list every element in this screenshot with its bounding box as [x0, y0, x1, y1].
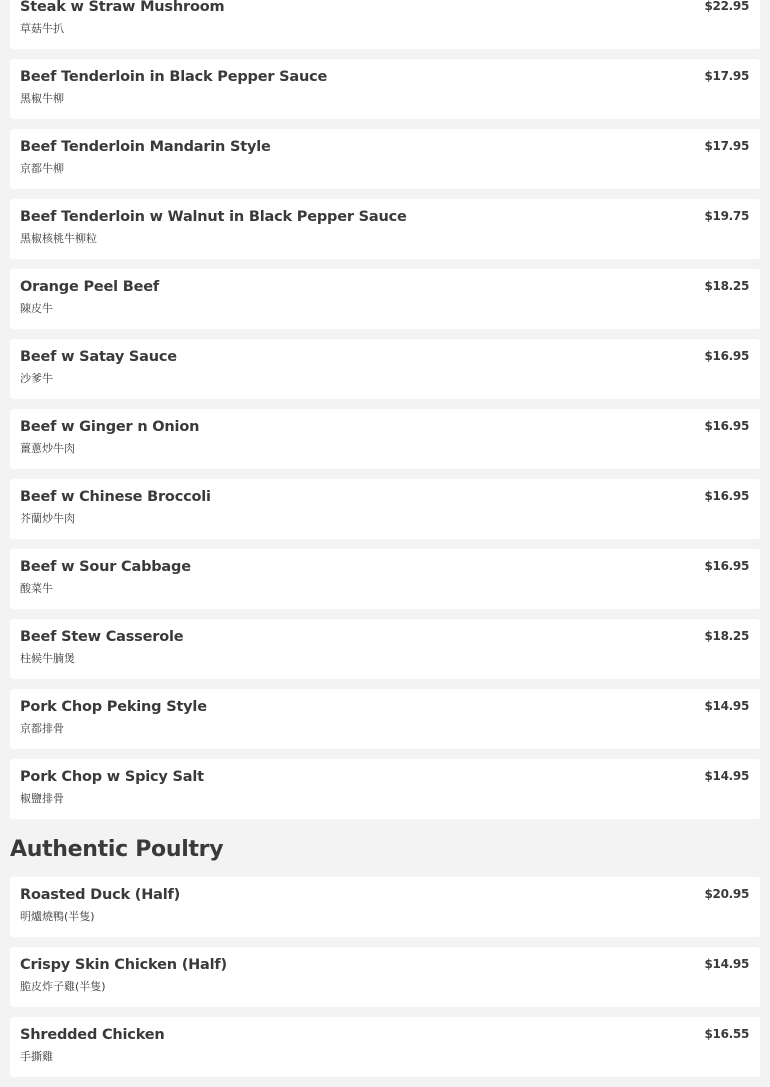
- menu-item-beef-w-chinese-broccoli[interactable]: [10, 479, 760, 539]
- menu-item-beef-tenderloin-in-black-pepper-sauce[interactable]: [10, 59, 760, 119]
- menu-item-chinese-name: 京都排骨: [20, 722, 64, 735]
- menu-item-chinese-name: 酸菜牛: [20, 582, 53, 595]
- menu-item-name: Beef w Ginger n Onion: [20, 419, 200, 435]
- poultry-item-list: [10, 877, 760, 1087]
- menu-item-price: $17.95: [704, 139, 749, 153]
- menu-item-name: Pork Chop Peking Style: [20, 699, 207, 715]
- menu-item-price: $18.25: [704, 279, 749, 293]
- menu-item-shredded-chicken[interactable]: [10, 1017, 760, 1077]
- menu-item-price: $16.95: [704, 419, 749, 433]
- menu-item-roasted-duck-half[interactable]: [10, 877, 760, 937]
- menu-item-name: Beef w Satay Sauce: [20, 349, 177, 365]
- menu-item-orange-peel-beef[interactable]: [10, 269, 760, 329]
- menu-item-name: Orange Peel Beef: [20, 279, 159, 295]
- menu-item-chinese-name: 手撕雞: [20, 1050, 53, 1063]
- menu-item-name: Shredded Chicken: [20, 1027, 165, 1043]
- menu-item-name: Crispy Skin Chicken (Half): [20, 957, 227, 973]
- menu-item-chinese-name: 柱候牛腩煲: [20, 652, 75, 665]
- menu-item-chinese-name: 陳皮牛: [20, 302, 53, 315]
- menu-item-price: $14.95: [704, 957, 749, 971]
- menu-item-beef-w-sour-cabbage[interactable]: [10, 549, 760, 609]
- menu-item-price: $20.95: [704, 887, 749, 901]
- menu-item-price: $18.25: [704, 629, 749, 643]
- menu-item-name: Beef Tenderloin in Black Pepper Sauce: [20, 69, 328, 85]
- menu-item-chinese-name: 芥蘭炒牛肉: [20, 512, 75, 525]
- menu-item-chinese-name: 黑椒核桃牛柳粒: [20, 232, 97, 245]
- menu-item-price: $16.95: [704, 489, 749, 503]
- menu-item-name: Steak w Straw Mushroom: [20, 0, 225, 15]
- menu-item-name: Beef Tenderloin w Walnut in Black Pepper Sauce: [20, 209, 407, 225]
- beef-pork-item-list: [10, 0, 760, 829]
- menu-item-price: $14.95: [704, 769, 749, 783]
- menu-item-beef-w-ginger-n-onion[interactable]: [10, 409, 760, 469]
- menu-item-chinese-name: 椒鹽排骨: [20, 792, 64, 805]
- menu-item-pork-chop-peking-style[interactable]: [10, 689, 760, 749]
- menu-item-beef-tenderloin-mandarin-style[interactable]: [10, 129, 760, 189]
- menu-item-name: Beef Tenderloin Mandarin Style: [20, 139, 271, 155]
- menu-item-price: $16.95: [704, 559, 749, 573]
- menu-item-beef-tenderloin-w-walnut-in-black-pepper-sauce[interactable]: [10, 199, 760, 259]
- menu-item-name: Pork Chop w Spicy Salt: [20, 769, 204, 785]
- menu-item-chinese-name: 草菇牛扒: [20, 22, 64, 35]
- menu-item-chinese-name: 京都牛柳: [20, 162, 64, 175]
- menu-item-steak-w-straw-mushroom[interactable]: [10, 0, 760, 49]
- menu-item-name: Beef w Sour Cabbage: [20, 559, 191, 575]
- menu-item-name: Beef Stew Casserole: [20, 629, 184, 645]
- menu-item-crispy-skin-chicken-half[interactable]: [10, 947, 760, 1007]
- menu-item-chinese-name: 明爐燒鴨(半隻): [20, 910, 95, 923]
- menu-item-chinese-name: 脆皮炸子雞(半隻): [20, 980, 106, 993]
- menu-item-chinese-name: 沙爹牛: [20, 372, 53, 385]
- menu-item-beef-w-satay-sauce[interactable]: [10, 339, 760, 399]
- menu-item-price: $22.95: [704, 0, 749, 13]
- menu-item-pork-chop-w-spicy-salt[interactable]: [10, 759, 760, 819]
- menu-item-price: $16.95: [704, 349, 749, 363]
- menu-item-price: $19.75: [704, 209, 749, 223]
- menu-item-beef-stew-casserole[interactable]: [10, 619, 760, 679]
- menu-item-price: $16.55: [704, 1027, 749, 1041]
- menu-item-chinese-name: 黑椒牛柳: [20, 92, 64, 105]
- menu-item-price: $14.95: [704, 699, 749, 713]
- section-heading-authentic-poultry: Authentic Poultry: [10, 837, 224, 862]
- menu-item-chinese-name: 薑蔥炒牛肉: [20, 442, 75, 455]
- menu-item-name: Beef w Chinese Broccoli: [20, 489, 211, 505]
- menu-item-price: $17.95: [704, 69, 749, 83]
- menu-item-name: Roasted Duck (Half): [20, 887, 181, 903]
